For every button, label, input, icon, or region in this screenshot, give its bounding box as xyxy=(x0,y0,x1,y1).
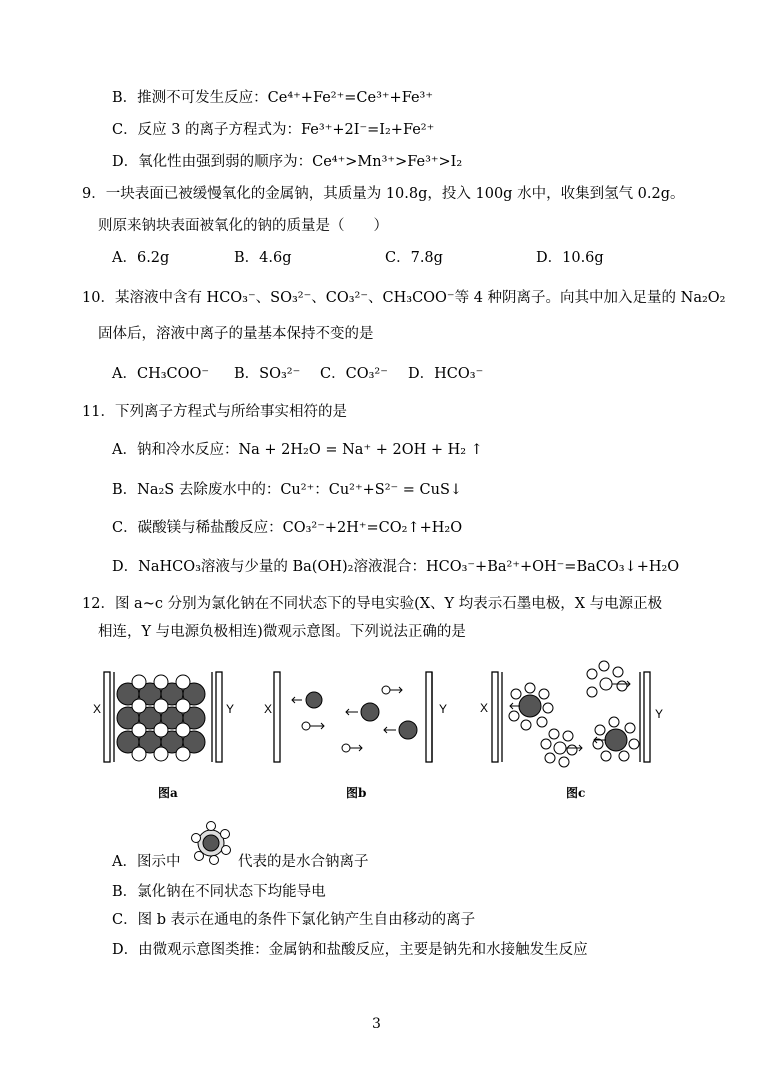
figure-c-y-label: Y xyxy=(655,707,664,721)
figure-b-caption: 图b xyxy=(346,786,367,800)
page-number: 3 xyxy=(372,1016,381,1032)
figure-b-diagram xyxy=(262,668,462,778)
figure-c-x-label: X xyxy=(480,701,489,715)
q8-option-c: C．反应 3 的离子方程式为：Fe³⁺+2I⁻=I₂+Fe²⁺ xyxy=(112,122,435,138)
figure-a-y-label: Y xyxy=(226,702,235,716)
q9-option-a: A．6.2g xyxy=(112,250,170,266)
q12-stem-line2: 相连，Y 与电源负极相连)微观示意图。下列说法正确的是 xyxy=(98,624,466,640)
figure-c-caption: 图c xyxy=(566,786,586,800)
q10-stem-line1: 10．某溶液中含有 HCO₃⁻、SO₃²⁻、CO₃²⁻、CH₃COO⁻等 4 种阴离子。向其中加入足量的 Na₂O₂ xyxy=(82,290,726,306)
q11-option-a: A．钠和冷水反应：Na + 2H₂O = Na⁺ + 2OH + H₂ ↑ xyxy=(112,442,483,458)
q11-stem: 11．下列离子方程式与所给事实相符的是 xyxy=(82,404,347,420)
q11-option-b: B．Na₂S 去除废水中的：Cu²⁺：Cu²⁺+S²⁻ = CuS↓ xyxy=(112,482,463,498)
q9-option-d: D．10.6g xyxy=(536,250,604,266)
q12-option-d: D．由微观示意图类推：金属钠和盐酸反应，主要是钠先和水接触发生反应 xyxy=(112,942,588,958)
q10-option-d: D．HCO₃⁻ xyxy=(408,366,484,382)
figure-c-diagram xyxy=(474,652,674,782)
figure-b-y-label: Y xyxy=(439,702,448,716)
q8-option-d: D．氧化性由强到弱的顺序为：Ce⁴⁺>Mn³⁺>Fe³⁺>I₂ xyxy=(112,154,463,170)
figure-a-caption: 图a xyxy=(158,786,178,800)
q12-stem-line1: 12．图 a~c 分别为氯化钠在不同状态下的导电实验(X、Y 均表示石墨电极，X 与电源正极 xyxy=(82,596,663,612)
q12-option-a-prefix: A．图示中 xyxy=(112,854,181,870)
q10-option-b: B．SO₃²⁻ xyxy=(234,366,301,382)
q10-stem-line2: 固体后，溶液中离子的量基本保持不变的是 xyxy=(98,326,374,342)
q12-option-b: B．氯化钠在不同状态下均能导电 xyxy=(112,884,326,900)
q9-stem-line2: 则原来钠块表面被氧化的钠的质量是（ ） xyxy=(98,218,388,234)
hydrated-sodium-ion-icon xyxy=(186,818,236,868)
q11-option-c: C．碳酸镁与稀盐酸反应：CO₃²⁻+2H⁺=CO₂↑+H₂O xyxy=(112,520,463,536)
q9-option-c: C．7.8g xyxy=(385,250,443,266)
figure-b-x-label: X xyxy=(264,702,273,716)
figure-a-x-label: X xyxy=(93,702,102,716)
q12-option-a-suffix: 代表的是水合钠离子 xyxy=(238,854,369,870)
q10-option-a: A．CH₃COO⁻ xyxy=(112,366,210,382)
q8-option-b: B．推测不可发生反应：Ce⁴⁺+Fe²⁺=Ce³⁺+Fe³⁺ xyxy=(112,90,434,106)
q11-option-d: D．NaHCO₃溶液与少量的 Ba(OH)₂溶液混合：HCO₃⁻+Ba²⁺+OH⁻=BaCO₃↓+H₂O xyxy=(112,559,680,575)
figure-a-diagram xyxy=(90,668,250,778)
q12-option-c: C．图 b 表示在通电的条件下氯化钠产生自由移动的离子 xyxy=(112,912,476,928)
q9-option-b: B．4.6g xyxy=(234,250,292,266)
q10-option-c: C．CO₃²⁻ xyxy=(320,366,388,382)
q9-stem-line1: 9．一块表面已被缓慢氧化的金属钠，其质量为 10.8g，投入 100g 水中，收集到氢气 0.2g。 xyxy=(82,186,685,202)
